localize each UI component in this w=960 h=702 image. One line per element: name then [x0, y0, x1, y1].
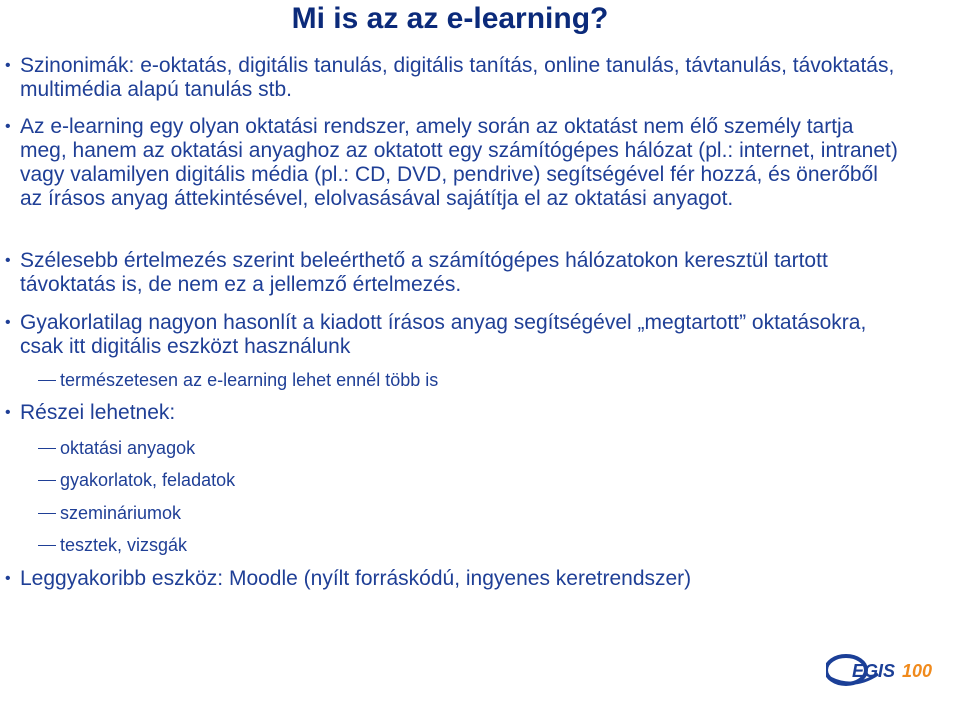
bullet-dot-icon: • — [5, 314, 11, 331]
bullet-text: Szinonimák: e-oktatás, digitális tanulás, digitális tanítás, online tanulás, távtanulás, távoktatás, multimédia alapú tanulás stb. — [20, 54, 895, 101]
sub-bullet-materials — [60, 437, 940, 459]
dash-icon — [38, 448, 56, 449]
sub-bullet-more — [60, 369, 940, 391]
bullet-text: gyakorlatok, feladatok — [60, 470, 236, 490]
bullet-moodle — [5, 567, 900, 591]
bullet-synonyms — [5, 54, 900, 102]
bullet-dot-icon: • — [5, 57, 11, 74]
bullet-dot-icon: • — [5, 404, 11, 421]
bullet-text: oktatási anyagok — [60, 438, 196, 458]
bullet-broader-meaning — [5, 249, 900, 297]
bullet-dot-icon: • — [5, 252, 11, 269]
bullet-text: Részei lehetnek: — [20, 401, 176, 424]
bullet-dot-icon: • — [5, 118, 11, 135]
logo-number: 100 — [902, 661, 933, 681]
dash-icon — [38, 545, 56, 546]
bullet-text: Az e-learning egy olyan oktatási rendszer, amely során az oktatást nem élő személy tartja meg, hanem az oktatási anyaghoz az oktatott egy számítógépes hálózat (pl.: internet, intranet) vagy valamilyen digitális média (pl.: CD, DVD, pendrive) segítségével fér hozzá, és önerőből az írásos anyag áttekintésével, elolvasásával sajátítja el az oktatási anyagot. — [20, 115, 898, 210]
bullet-text: természetesen az e-learning lehet ennél több is — [60, 370, 439, 390]
bullet-text: szemináriumok — [60, 503, 182, 523]
bullet-similarity — [5, 311, 900, 359]
bullet-dot-icon: • — [5, 570, 11, 587]
sub-bullet-exercises — [60, 469, 940, 491]
bullet-text: Szélesebb értelmezés szerint beleérthető a számítógépes hálózatokon keresztül tartott távoktatás is, de nem ez a jellemző értelmezés. — [20, 249, 828, 296]
slide-title: Mi is az az e-learning? — [291, 2, 609, 35]
bullet-text: tesztek, vizsgák — [60, 535, 188, 555]
dash-icon — [38, 380, 56, 381]
bullet-definition — [5, 115, 900, 211]
logo-text: EGIS — [852, 661, 896, 681]
sub-bullet-tests — [60, 534, 940, 556]
bullet-parts — [5, 401, 900, 425]
dash-icon — [38, 480, 56, 481]
sub-bullet-seminars — [60, 502, 940, 524]
bullet-text: Gyakorlatilag nagyon hasonlít a kiadott írásos anyag segítségével „megtartott” oktatásokra, csak itt digitális eszközt használunk — [20, 311, 867, 358]
egis-100-logo — [826, 650, 946, 690]
bullet-text: Leggyakoribb eszköz: Moodle (nyílt forráskódú, ingyenes keretrendszer) — [20, 567, 692, 590]
dash-icon — [38, 513, 56, 514]
